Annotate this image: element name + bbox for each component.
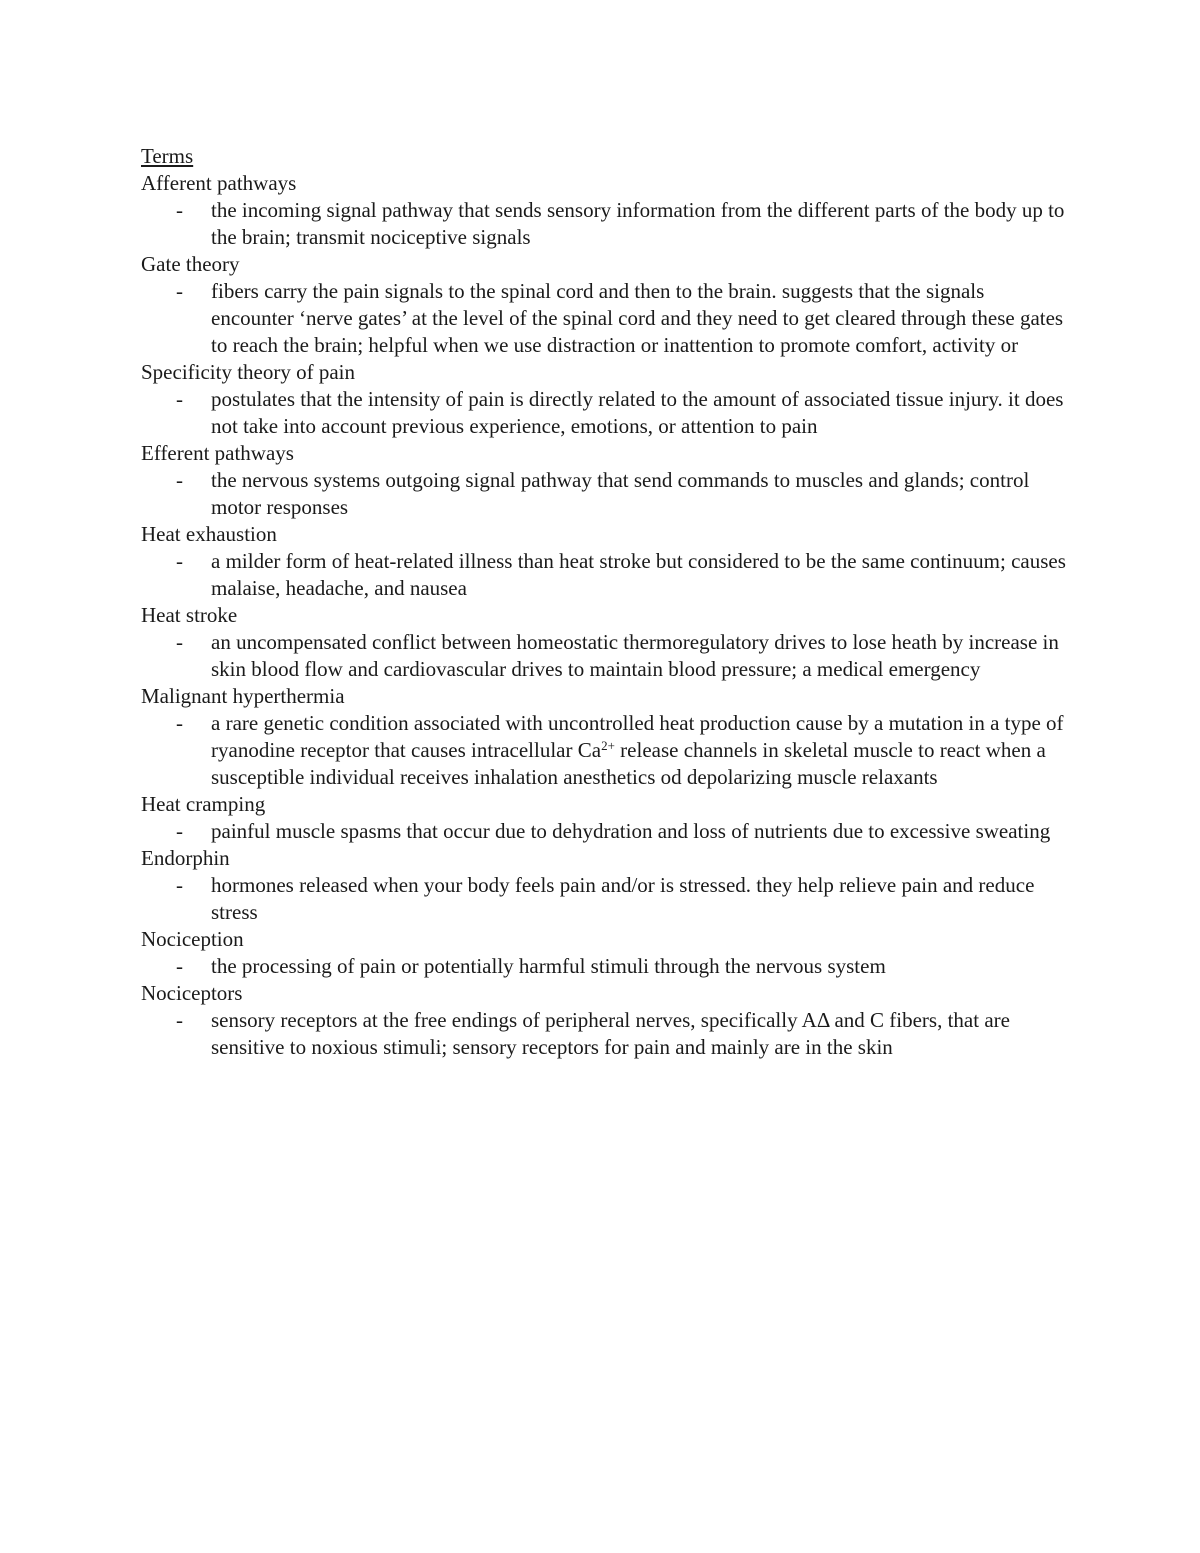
definition-text-part: release channels in skeletal muscle to react when a susceptible individual receives inhalation anesthetics od depolarizing muscle relaxants — [211, 738, 1046, 789]
term-heat-stroke: Heat stroke — [141, 603, 238, 627]
definition-item — [141, 197, 1071, 251]
term-gate-theory: Gate theory — [141, 252, 240, 276]
bullet-dash: - — [176, 819, 183, 843]
definition-text: the nervous systems outgoing signal pathway that send commands to muscles and glands; control motor responses — [211, 468, 1030, 519]
term-afferent-pathways: Afferent pathways — [141, 171, 297, 195]
term-efferent-pathways: Efferent pathways — [141, 441, 294, 465]
definition-list — [141, 278, 1071, 359]
term-nociception: Nociception — [141, 927, 244, 951]
definition-item — [141, 386, 1071, 440]
definition-list — [141, 629, 1071, 683]
definition-item — [141, 953, 1071, 980]
definition-list — [141, 386, 1071, 440]
definition-text: fibers carry the pain signals to the spinal cord and then to the brain. suggests that the signals encounter ‘nerve gates’ at the level of the spinal cord and they need to get cleared through these gates to reach the brain; helpful when we use distraction or inattention to promote comfort, activity or — [211, 279, 1064, 357]
bullet-dash: - — [176, 549, 183, 573]
definition-item — [141, 872, 1071, 926]
document-page — [141, 143, 1071, 1061]
term-nociceptors: Nociceptors — [141, 981, 243, 1005]
bullet-dash: - — [176, 630, 183, 654]
term-endorphin: Endorphin — [141, 846, 230, 870]
bullet-dash: - — [176, 1008, 183, 1032]
definition-text: hormones released when your body feels pain and/or is stressed. they help relieve pain and reduce stress — [211, 873, 1035, 924]
definition-text — [211, 711, 1064, 789]
definition-list — [141, 1007, 1071, 1061]
definition-text: the incoming signal pathway that sends sensory information from the different parts of the body up to the brain; transmit nociceptive signals — [211, 198, 1065, 249]
document-heading: Terms — [141, 144, 194, 168]
definition-item — [141, 467, 1071, 521]
definition-text: painful muscle spasms that occur due to dehydration and loss of nutrients due to excessive sweating — [211, 819, 1051, 843]
bullet-dash: - — [176, 711, 183, 735]
definition-list — [141, 818, 1071, 845]
definition-item — [141, 710, 1071, 791]
definition-text: postulates that the intensity of pain is directly related to the amount of associated tissue injury. it does not take into account previous experience, emotions, or attention to pain — [211, 387, 1064, 438]
term-heat-exhaustion: Heat exhaustion — [141, 522, 277, 546]
bullet-dash: - — [176, 279, 183, 303]
term-specificity-theory: Specificity theory of pain — [141, 360, 356, 384]
term-malignant-hyperthermia: Malignant hyperthermia — [141, 684, 345, 708]
definition-text: a milder form of heat-related illness than heat stroke but considered to be the same continuum; causes malaise, headache, and nausea — [211, 549, 1066, 600]
definition-list — [141, 710, 1071, 791]
definition-item — [141, 629, 1071, 683]
definition-text: sensory receptors at the free endings of peripheral nerves, specifically AΔ and C fibers, that are sensitive to noxious stimuli; sensory receptors for pain and mainly are in the skin — [211, 1008, 1010, 1059]
definition-item — [141, 1007, 1071, 1061]
definition-list — [141, 872, 1071, 926]
definition-list — [141, 953, 1071, 980]
definition-item — [141, 548, 1071, 602]
bullet-dash: - — [176, 198, 183, 222]
bullet-dash: - — [176, 873, 183, 897]
definition-list — [141, 467, 1071, 521]
definition-item — [141, 278, 1071, 359]
superscript-charge: 2+ — [601, 738, 615, 753]
definition-list — [141, 548, 1071, 602]
bullet-dash: - — [176, 387, 183, 411]
definition-item — [141, 818, 1071, 845]
definition-text-part: a rare genetic condition associated with uncontrolled heat production cause by a mutation in a type of ryanodine receptor that causes intracellular Ca — [211, 711, 1064, 762]
definition-text: the processing of pain or potentially harmful stimuli through the nervous system — [211, 954, 886, 978]
term-heat-cramping: Heat cramping — [141, 792, 266, 816]
bullet-dash: - — [176, 954, 183, 978]
bullet-dash: - — [176, 468, 183, 492]
definition-text: an uncompensated conflict between homeostatic thermoregulatory drives to lose heath by increase in skin blood flow and cardiovascular drives to maintain blood pressure; a medical emergency — [211, 630, 1059, 681]
definition-list — [141, 197, 1071, 251]
